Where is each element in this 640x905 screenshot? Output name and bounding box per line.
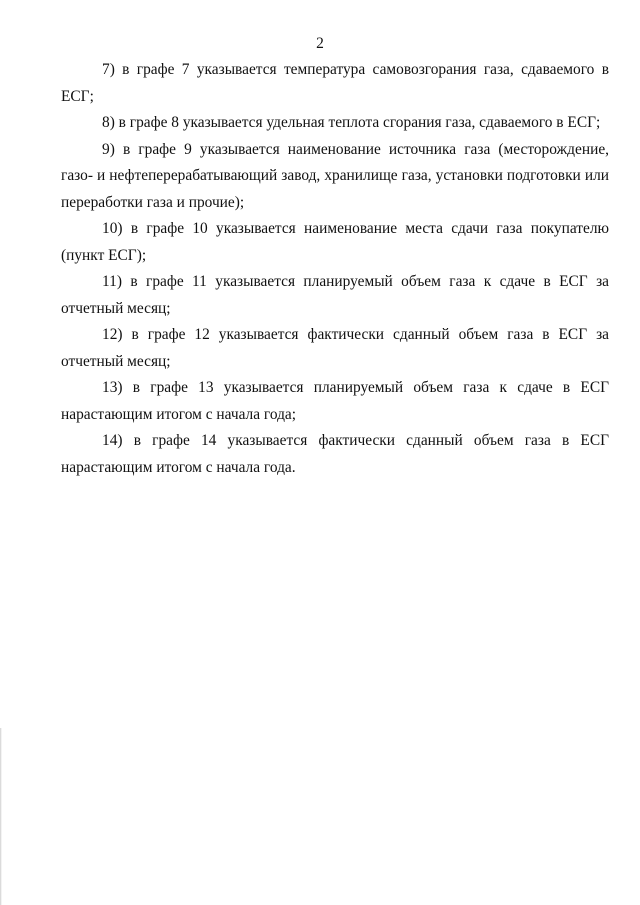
document-body [61, 57, 609, 481]
paragraph-item-13: 13) в графе 13 указывается планируемый объем газа к сдаче в ЕСГ нарастающим итогом с начала года; [61, 379, 609, 423]
paragraph-item-8: 8) в графе 8 указывается удельная теплота сгорания газа, сдаваемого в ЕСГ; [102, 114, 601, 131]
paragraph-item-14: 14) в графе 14 указывается фактически сданный объем газа в ЕСГ нарастающим итогом с начала года. [61, 432, 609, 476]
paragraph-item-12: 12) в графе 12 указывается фактически сданный объем газа в ЕСГ за отчетный месяц; [61, 326, 609, 370]
paragraph-item-10: 10) в графе 10 указывается наименование места сдачи газа покупателю (пункт ЕСГ); [61, 220, 609, 264]
paragraph-item-7: 7) в графе 7 указывается температура самовозгорания газа, сдаваемого в ЕСГ; [61, 61, 609, 105]
paragraph-item-11: 11) в графе 11 указывается планируемый объем газа к сдаче в ЕСГ за отчетный месяц; [61, 273, 609, 317]
page-number: 2 [316, 35, 324, 52]
paragraph-item-9: 9) в графе 9 указывается наименование источника газа (месторождение, газо- и нефтеперерабатывающий завод, хранилище газа, установки подготовки или переработки газа и прочие); [61, 140, 609, 211]
scan-edge-shadow [0, 728, 2, 905]
